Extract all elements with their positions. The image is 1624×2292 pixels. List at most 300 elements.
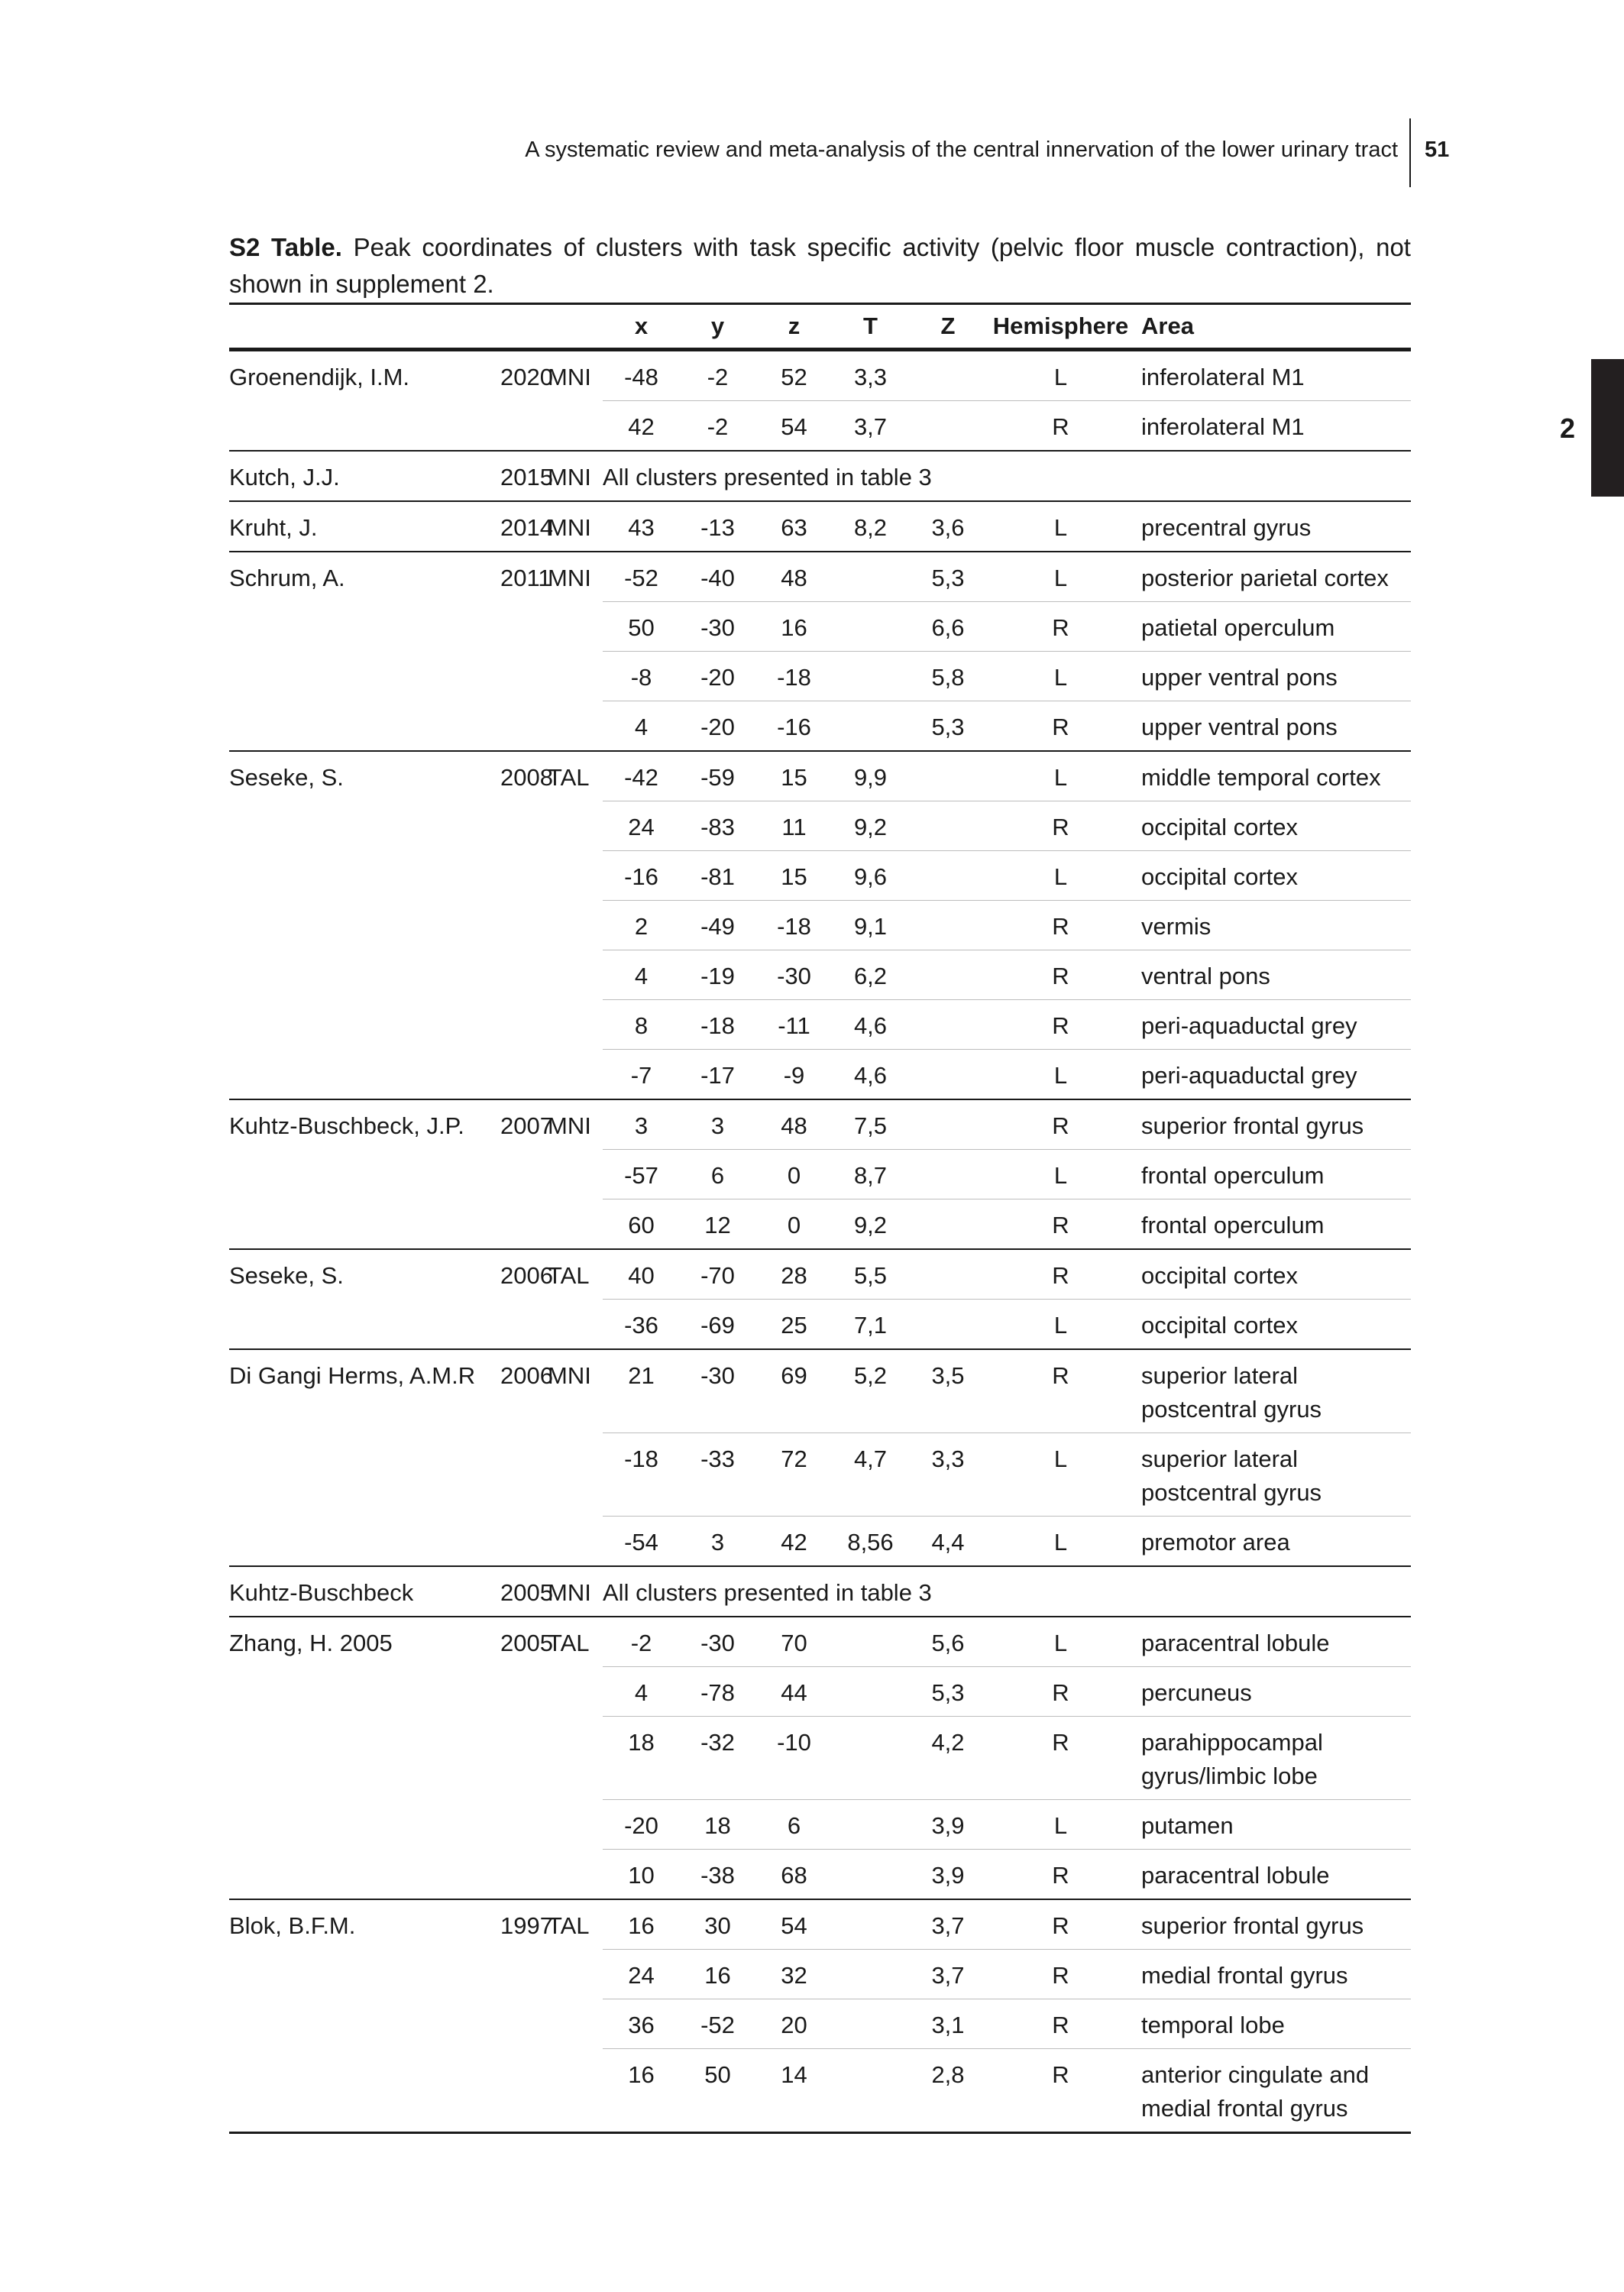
cell-zscore: 5,3 xyxy=(908,701,988,750)
cell-t xyxy=(833,1949,908,1999)
cell-hemisphere: L xyxy=(988,1299,1134,1348)
cell-area: vermis xyxy=(1134,900,1411,950)
empty-cell xyxy=(500,1716,548,1799)
study-space: TAL xyxy=(548,1899,603,1949)
empty-cell xyxy=(229,1299,500,1348)
study-year: 2007 xyxy=(500,1099,548,1149)
cell-y: -30 xyxy=(680,1348,755,1432)
empty-cell xyxy=(229,1666,500,1716)
study-author: Seseke, S. xyxy=(229,1248,500,1299)
cell-z: 25 xyxy=(755,1299,833,1348)
header-y: y xyxy=(680,303,755,350)
cell-x: -52 xyxy=(603,551,680,601)
cell-hemisphere: L xyxy=(988,350,1134,400)
table-row xyxy=(229,1899,1411,1949)
table-row xyxy=(229,1199,1411,1248)
cell-hemisphere: R xyxy=(988,601,1134,651)
empty-cell xyxy=(229,701,500,750)
table-row xyxy=(229,999,1411,1049)
cell-zscore: 3,5 xyxy=(908,1348,988,1432)
cell-t: 3,3 xyxy=(833,350,908,400)
empty-cell xyxy=(548,1949,603,1999)
table-caption xyxy=(229,229,1411,303)
cell-hemisphere: R xyxy=(988,1666,1134,1716)
cell-zscore: 4,4 xyxy=(908,1516,988,1565)
cell-x: 18 xyxy=(603,1716,680,1799)
empty-cell xyxy=(229,1849,500,1899)
cell-area: peri-aquaductal grey xyxy=(1134,999,1411,1049)
empty-cell xyxy=(229,1799,500,1849)
cell-y: -38 xyxy=(680,1849,755,1899)
study-year: 2015 xyxy=(500,450,548,500)
empty-cell xyxy=(548,1666,603,1716)
cell-t xyxy=(833,1899,908,1949)
cell-area: inferolateral M1 xyxy=(1134,400,1411,450)
cell-t xyxy=(833,2048,908,2134)
empty-cell xyxy=(229,2048,500,2134)
empty-cell xyxy=(229,999,500,1049)
cell-zscore xyxy=(908,950,988,999)
study-author: Kutch, J.J. xyxy=(229,450,500,500)
cell-hemisphere: R xyxy=(988,999,1134,1049)
cell-zscore xyxy=(908,999,988,1049)
cell-x: -57 xyxy=(603,1149,680,1199)
cell-zscore xyxy=(908,1049,988,1099)
cell-y: -49 xyxy=(680,900,755,950)
empty-cell xyxy=(548,1199,603,1248)
empty-cell xyxy=(229,1949,500,1999)
cell-t: 6,2 xyxy=(833,950,908,999)
cell-z: 11 xyxy=(755,801,833,850)
empty-cell xyxy=(548,1149,603,1199)
cell-hemisphere: R xyxy=(988,1899,1134,1949)
cell-y: -20 xyxy=(680,701,755,750)
cell-zscore: 3,9 xyxy=(908,1799,988,1849)
cell-y: -17 xyxy=(680,1049,755,1099)
table-row xyxy=(229,850,1411,900)
cell-z: 52 xyxy=(755,350,833,400)
cell-x: 10 xyxy=(603,1849,680,1899)
cell-t xyxy=(833,1849,908,1899)
cell-x: 16 xyxy=(603,1899,680,1949)
empty-cell xyxy=(500,701,548,750)
cell-hemisphere: R xyxy=(988,1849,1134,1899)
cell-z: -11 xyxy=(755,999,833,1049)
cell-x: -8 xyxy=(603,651,680,701)
coordinates-table-wrap xyxy=(229,303,1411,2134)
cell-z: -30 xyxy=(755,950,833,999)
cell-x: 40 xyxy=(603,1248,680,1299)
table-row xyxy=(229,1799,1411,1849)
cell-zscore xyxy=(908,850,988,900)
cell-z: 42 xyxy=(755,1516,833,1565)
study-year: 2005 xyxy=(500,1616,548,1666)
empty-cell xyxy=(548,801,603,850)
cell-y: -59 xyxy=(680,750,755,801)
table-row xyxy=(229,1248,1411,1299)
study-author: Schrum, A. xyxy=(229,551,500,601)
cell-hemisphere: L xyxy=(988,1799,1134,1849)
cell-t xyxy=(833,551,908,601)
cell-t: 9,2 xyxy=(833,801,908,850)
cell-hemisphere: R xyxy=(988,900,1134,950)
empty-cell xyxy=(500,950,548,999)
empty-cell xyxy=(500,1299,548,1348)
cell-t: 9,2 xyxy=(833,1199,908,1248)
cell-z: 16 xyxy=(755,601,833,651)
empty-cell xyxy=(500,2048,548,2134)
header-hemisphere: Hemisphere xyxy=(988,303,1134,350)
cell-z: -16 xyxy=(755,701,833,750)
cell-area: ventral pons xyxy=(1134,950,1411,999)
cell-x: 24 xyxy=(603,1949,680,1999)
table-body xyxy=(229,350,1411,2134)
cell-area: frontal operculum xyxy=(1134,1199,1411,1248)
cell-y: 3 xyxy=(680,1516,755,1565)
header-t: T xyxy=(833,303,908,350)
cell-area: frontal operculum xyxy=(1134,1149,1411,1199)
empty-cell xyxy=(229,400,500,450)
cell-area: occipital cortex xyxy=(1134,801,1411,850)
cell-y: -81 xyxy=(680,850,755,900)
cell-y: -2 xyxy=(680,400,755,450)
table-row xyxy=(229,1565,1411,1616)
empty-cell xyxy=(548,999,603,1049)
table-row xyxy=(229,750,1411,801)
cell-y: -20 xyxy=(680,651,755,701)
cell-y: -33 xyxy=(680,1432,755,1516)
cell-y: 16 xyxy=(680,1949,755,1999)
table-row xyxy=(229,1516,1411,1565)
cell-z: 44 xyxy=(755,1666,833,1716)
empty-cell xyxy=(548,1516,603,1565)
study-author: Kuhtz-Buschbeck xyxy=(229,1565,500,1616)
cell-y: -83 xyxy=(680,801,755,850)
empty-cell xyxy=(548,1049,603,1099)
cell-t: 3,7 xyxy=(833,400,908,450)
cell-hemisphere: R xyxy=(988,1199,1134,1248)
study-year: 2006 xyxy=(500,1348,548,1432)
cell-hemisphere: R xyxy=(988,1716,1134,1799)
cell-hemisphere: R xyxy=(988,400,1134,450)
cell-hemisphere: R xyxy=(988,1099,1134,1149)
cell-area: parahippocampal gyrus/limbic lobe xyxy=(1134,1716,1411,1799)
cell-y: -40 xyxy=(680,551,755,601)
cell-x: 36 xyxy=(603,1999,680,2048)
study-space: TAL xyxy=(548,1248,603,1299)
cell-t xyxy=(833,1799,908,1849)
empty-cell xyxy=(500,1799,548,1849)
coordinates-table xyxy=(229,303,1411,2134)
cell-area: patietal operculum xyxy=(1134,601,1411,651)
cell-x: -54 xyxy=(603,1516,680,1565)
cell-area: temporal lobe xyxy=(1134,1999,1411,2048)
table-row xyxy=(229,1999,1411,2048)
empty-cell xyxy=(500,1999,548,2048)
page-number: 51 xyxy=(1425,138,1450,162)
table-row xyxy=(229,1716,1411,1799)
cell-x: 21 xyxy=(603,1348,680,1432)
cell-hemisphere: L xyxy=(988,500,1134,551)
table-row xyxy=(229,1949,1411,1999)
study-author: Zhang, H. 2005 xyxy=(229,1616,500,1666)
study-space: MNI xyxy=(548,1348,603,1432)
cell-zscore xyxy=(908,1149,988,1199)
running-header-title: A systematic review and meta-analysis of the central innervation of the lower urinary tract xyxy=(525,138,1398,162)
empty-cell xyxy=(548,701,603,750)
cell-z: 28 xyxy=(755,1248,833,1299)
cell-hemisphere: L xyxy=(988,1049,1134,1099)
cell-zscore: 3,3 xyxy=(908,1432,988,1516)
table-row xyxy=(229,1299,1411,1348)
cell-y: -78 xyxy=(680,1666,755,1716)
cell-y: -19 xyxy=(680,950,755,999)
cell-hemisphere: L xyxy=(988,850,1134,900)
cell-t: 9,1 xyxy=(833,900,908,950)
cell-t: 7,1 xyxy=(833,1299,908,1348)
cell-t xyxy=(833,1616,908,1666)
cell-zscore: 6,6 xyxy=(908,601,988,651)
cell-area: precentral gyrus xyxy=(1134,500,1411,551)
cell-z: 63 xyxy=(755,500,833,551)
cell-t xyxy=(833,1999,908,2048)
header-year xyxy=(500,303,548,350)
cell-y: 18 xyxy=(680,1799,755,1849)
cell-x: 16 xyxy=(603,2048,680,2134)
study-year: 2020 xyxy=(500,350,548,400)
cell-t xyxy=(833,701,908,750)
empty-cell xyxy=(229,1149,500,1199)
cell-t: 8,2 xyxy=(833,500,908,551)
cell-y: -2 xyxy=(680,350,755,400)
cell-z: 48 xyxy=(755,1099,833,1149)
cell-z: -9 xyxy=(755,1049,833,1099)
cell-x: -2 xyxy=(603,1616,680,1666)
cell-t xyxy=(833,1666,908,1716)
cell-area: medial frontal gyrus xyxy=(1134,1949,1411,1999)
cell-t: 4,6 xyxy=(833,1049,908,1099)
cell-hemisphere: L xyxy=(988,651,1134,701)
cell-y: -30 xyxy=(680,601,755,651)
cell-z: 54 xyxy=(755,400,833,450)
cell-hemisphere: L xyxy=(988,1516,1134,1565)
cell-area: upper ventral pons xyxy=(1134,651,1411,701)
empty-cell xyxy=(500,801,548,850)
empty-cell xyxy=(500,1149,548,1199)
cell-hemisphere: R xyxy=(988,1348,1134,1432)
empty-cell xyxy=(500,400,548,450)
empty-cell xyxy=(548,900,603,950)
empty-cell xyxy=(229,601,500,651)
table-row xyxy=(229,651,1411,701)
cell-x: 50 xyxy=(603,601,680,651)
cell-area: occipital cortex xyxy=(1134,1299,1411,1348)
cell-z: -10 xyxy=(755,1716,833,1799)
cell-zscore: 3,6 xyxy=(908,500,988,551)
cell-y: 12 xyxy=(680,1199,755,1248)
cell-x: 2 xyxy=(603,900,680,950)
study-note: All clusters presented in table 3 xyxy=(603,450,1411,500)
table-row xyxy=(229,1149,1411,1199)
cell-area: inferolateral M1 xyxy=(1134,350,1411,400)
cell-area: upper ventral pons xyxy=(1134,701,1411,750)
cell-zscore: 5,8 xyxy=(908,651,988,701)
study-year: 2005 xyxy=(500,1565,548,1616)
cell-z: 70 xyxy=(755,1616,833,1666)
cell-hemisphere: L xyxy=(988,750,1134,801)
cell-x: 60 xyxy=(603,1199,680,1248)
empty-cell xyxy=(548,651,603,701)
study-space: MNI xyxy=(548,500,603,551)
cell-zscore: 5,3 xyxy=(908,551,988,601)
cell-hemisphere: L xyxy=(988,1432,1134,1516)
empty-cell xyxy=(500,1049,548,1099)
table-row xyxy=(229,601,1411,651)
header-x: x xyxy=(603,303,680,350)
table-row xyxy=(229,900,1411,950)
empty-cell xyxy=(229,850,500,900)
study-space: MNI xyxy=(548,1565,603,1616)
cell-t xyxy=(833,601,908,651)
empty-cell xyxy=(500,1849,548,1899)
cell-z: 20 xyxy=(755,1999,833,2048)
cell-zscore xyxy=(908,750,988,801)
empty-cell xyxy=(229,950,500,999)
study-author: Kruht, J. xyxy=(229,500,500,551)
cell-hemisphere: R xyxy=(988,2048,1134,2134)
cell-zscore xyxy=(908,801,988,850)
cell-hemisphere: R xyxy=(988,950,1134,999)
cell-zscore: 5,6 xyxy=(908,1616,988,1666)
empty-cell xyxy=(229,1516,500,1565)
cell-area: superior lateral postcentral gyrus xyxy=(1134,1432,1411,1516)
cell-area: peri-aquaductal grey xyxy=(1134,1049,1411,1099)
cell-z: -18 xyxy=(755,900,833,950)
table-row xyxy=(229,1666,1411,1716)
empty-cell xyxy=(500,1516,548,1565)
cell-hemisphere: R xyxy=(988,1999,1134,2048)
cell-y: -32 xyxy=(680,1716,755,1799)
cell-x: -7 xyxy=(603,1049,680,1099)
table-row xyxy=(229,551,1411,601)
cell-y: -52 xyxy=(680,1999,755,2048)
cell-x: 42 xyxy=(603,400,680,450)
cell-z: 48 xyxy=(755,551,833,601)
cell-area: occipital cortex xyxy=(1134,850,1411,900)
cell-z: 15 xyxy=(755,750,833,801)
cell-area: percuneus xyxy=(1134,1666,1411,1716)
study-space: TAL xyxy=(548,750,603,801)
cell-y: -13 xyxy=(680,500,755,551)
table-row xyxy=(229,1616,1411,1666)
empty-cell xyxy=(548,1849,603,1899)
cell-hemisphere: L xyxy=(988,1616,1134,1666)
cell-area: posterior parietal cortex xyxy=(1134,551,1411,601)
header-space xyxy=(548,303,603,350)
study-space: MNI xyxy=(548,1099,603,1149)
study-author: Kuhtz-Buschbeck, J.P. xyxy=(229,1099,500,1149)
chapter-number: 2 xyxy=(1560,413,1576,444)
cell-zscore xyxy=(908,900,988,950)
empty-cell xyxy=(548,400,603,450)
table-row xyxy=(229,1099,1411,1149)
empty-cell xyxy=(229,1716,500,1799)
caption-label: S2 Table. xyxy=(229,233,342,261)
empty-cell xyxy=(500,601,548,651)
cell-y: -70 xyxy=(680,1248,755,1299)
cell-t: 4,7 xyxy=(833,1432,908,1516)
empty-cell xyxy=(500,999,548,1049)
cell-hemisphere: L xyxy=(988,1149,1134,1199)
table-row xyxy=(229,701,1411,750)
cell-area: middle temporal cortex xyxy=(1134,750,1411,801)
cell-area: anterior cingulate and medial frontal gyrus xyxy=(1134,2048,1411,2134)
empty-cell xyxy=(548,850,603,900)
cell-t: 8,7 xyxy=(833,1149,908,1199)
cell-y: 6 xyxy=(680,1149,755,1199)
cell-area: occipital cortex xyxy=(1134,1248,1411,1299)
study-year: 2014 xyxy=(500,500,548,551)
table-row xyxy=(229,450,1411,500)
empty-cell xyxy=(548,1716,603,1799)
study-space: MNI xyxy=(548,350,603,400)
cell-zscore: 3,1 xyxy=(908,1999,988,2048)
cell-y: 50 xyxy=(680,2048,755,2134)
empty-cell xyxy=(548,1999,603,2048)
cell-hemisphere: L xyxy=(988,551,1134,601)
empty-cell xyxy=(548,601,603,651)
cell-zscore: 3,9 xyxy=(908,1849,988,1899)
study-author: Groenendijk, I.M. xyxy=(229,350,500,400)
study-note: All clusters presented in table 3 xyxy=(603,1565,1411,1616)
cell-t xyxy=(833,1716,908,1799)
cell-y: 30 xyxy=(680,1899,755,1949)
empty-cell xyxy=(229,1049,500,1099)
cell-area: superior frontal gyrus xyxy=(1134,1099,1411,1149)
cell-t: 4,6 xyxy=(833,999,908,1049)
cell-zscore xyxy=(908,1099,988,1149)
cell-z: 54 xyxy=(755,1899,833,1949)
table-row xyxy=(229,400,1411,450)
header-z: z xyxy=(755,303,833,350)
study-space: MNI xyxy=(548,450,603,500)
cell-zscore xyxy=(908,1299,988,1348)
cell-x: -36 xyxy=(603,1299,680,1348)
empty-cell xyxy=(500,1666,548,1716)
empty-cell xyxy=(548,1799,603,1849)
empty-cell xyxy=(229,651,500,701)
cell-y: -69 xyxy=(680,1299,755,1348)
cell-zscore: 2,8 xyxy=(908,2048,988,2134)
cell-t: 8,56 xyxy=(833,1516,908,1565)
cell-area: superior frontal gyrus xyxy=(1134,1899,1411,1949)
table-row xyxy=(229,950,1411,999)
cell-t xyxy=(833,651,908,701)
empty-cell xyxy=(548,1299,603,1348)
cell-zscore xyxy=(908,400,988,450)
cell-x: 43 xyxy=(603,500,680,551)
cell-x: -48 xyxy=(603,350,680,400)
table-row xyxy=(229,350,1411,400)
cell-hemisphere: R xyxy=(988,1248,1134,1299)
cell-z: 69 xyxy=(755,1348,833,1432)
cell-zscore xyxy=(908,1199,988,1248)
empty-cell xyxy=(229,1432,500,1516)
cell-hemisphere: R xyxy=(988,801,1134,850)
cell-z: 68 xyxy=(755,1849,833,1899)
study-author: Di Gangi Herms, A.M.R xyxy=(229,1348,500,1432)
cell-z: 0 xyxy=(755,1149,833,1199)
